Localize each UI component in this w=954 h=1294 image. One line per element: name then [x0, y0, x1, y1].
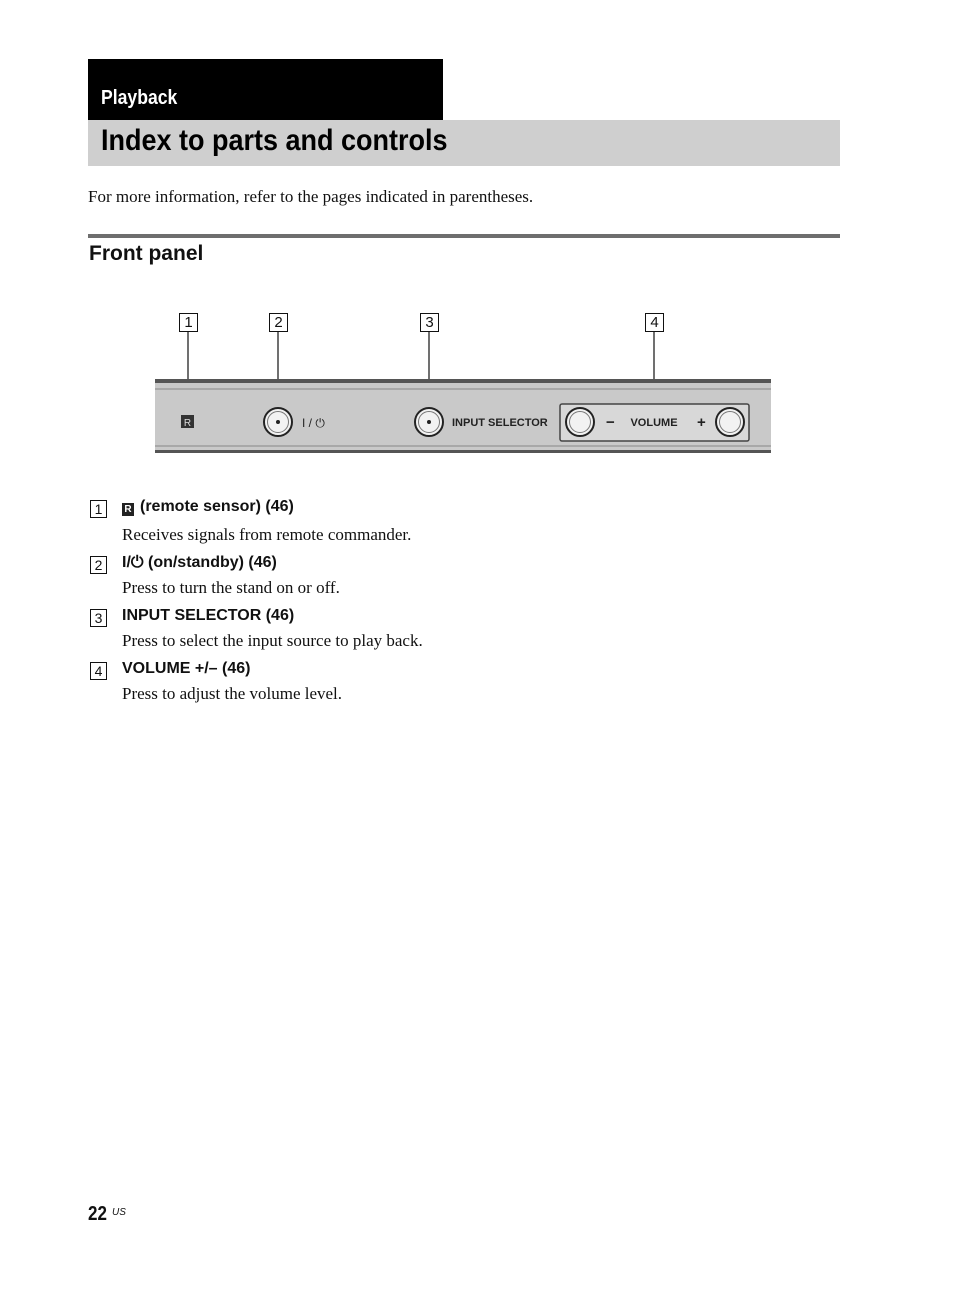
- page-title: Index to parts and controls: [101, 124, 448, 157]
- callout-4: 4: [645, 313, 664, 332]
- item-number: 2: [90, 556, 107, 574]
- title-bar: [88, 120, 840, 166]
- power-button-icon: [264, 408, 292, 436]
- page-suffix: US: [112, 1207, 126, 1218]
- callout-2: 2: [269, 313, 288, 332]
- input-selector-button-icon: [415, 408, 443, 436]
- item-label: I/⏻ (on/standby) (46): [122, 554, 277, 571]
- volume-minus-button-icon: [566, 408, 594, 436]
- input-selector-label: INPUT SELECTOR: [452, 417, 548, 429]
- item-number: 3: [90, 609, 107, 627]
- page-number: 22: [88, 1203, 107, 1225]
- intro-text: For more information, refer to the pages indicated in parentheses.: [88, 187, 534, 206]
- power-label: I / ⏻: [302, 416, 325, 430]
- item-description: Receives signals from remote commander.: [122, 525, 412, 544]
- item-label: [122, 498, 294, 516]
- callout-1: 1: [179, 313, 198, 332]
- item-description: Press to turn the stand on or off.: [122, 578, 340, 597]
- item-label: INPUT SELECTOR (46): [122, 607, 295, 624]
- section-label: Playback: [101, 87, 178, 109]
- volume-plus-button-icon: [716, 408, 744, 436]
- front-panel-diagram: [150, 305, 780, 465]
- section-tab: [88, 59, 443, 120]
- panel-drawing: [150, 305, 780, 465]
- item-label: VOLUME +/– (46): [122, 660, 251, 677]
- item-description: Press to adjust the volume level.: [122, 684, 343, 703]
- callout-3: 3: [420, 313, 439, 332]
- volume-minus-label: −: [606, 414, 615, 431]
- svg-text:R: R: [183, 418, 192, 429]
- item-number: 1: [90, 500, 107, 518]
- remote-sensor-icon: R: [122, 503, 134, 516]
- subsection-heading: Front panel: [89, 242, 204, 265]
- item-number: 4: [90, 662, 107, 680]
- volume-plus-label: +: [697, 414, 706, 431]
- volume-label: VOLUME: [630, 417, 678, 429]
- section-divider: [88, 234, 840, 238]
- item-label-text: (remote sensor) (46): [140, 498, 294, 515]
- item-description: Press to select the input source to play back.: [122, 631, 423, 650]
